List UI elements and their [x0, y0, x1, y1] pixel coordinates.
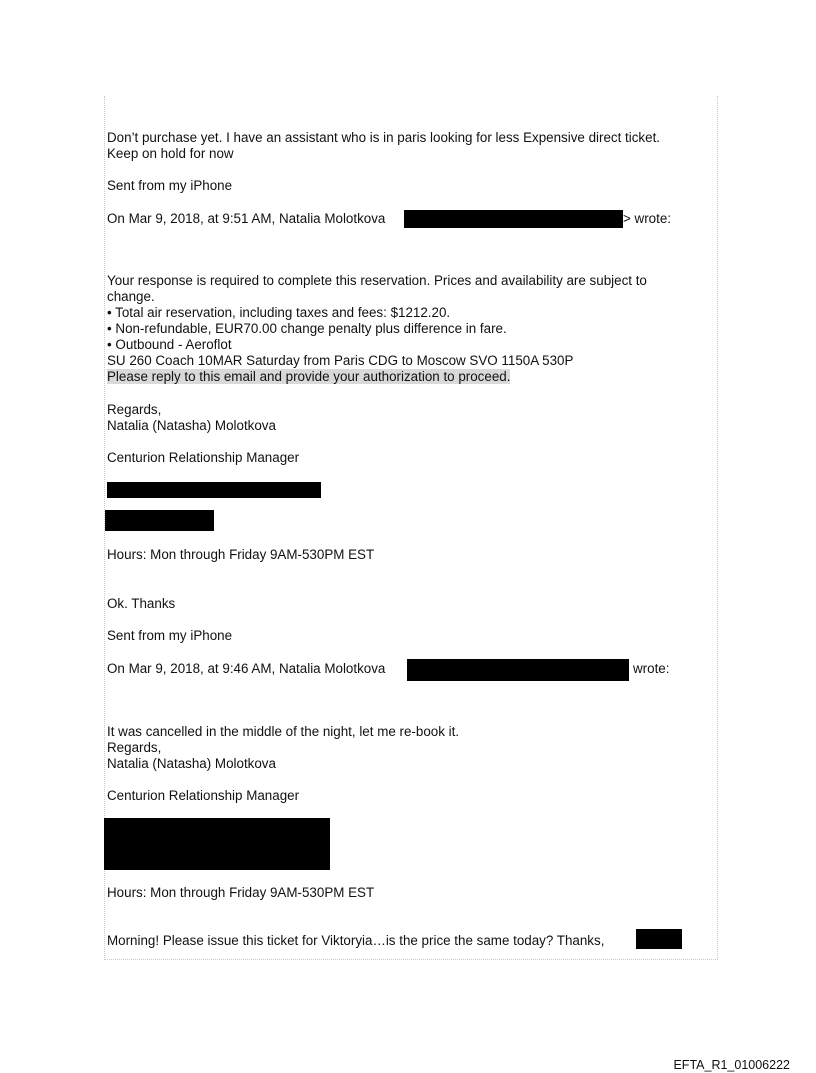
redaction-contact-2 [105, 510, 214, 531]
document-id: EFTA_R1_01006222 [673, 1058, 790, 1072]
reply-header-1: On Mar 9, 2018, at 9:51 AM, Natalia Molotkova [107, 211, 386, 226]
bullet-outbound: • Outbound - Aeroflot [107, 337, 232, 352]
msg4-text: It was cancelled in the middle of the night, let me re-book it. [107, 724, 460, 739]
msg5-text: Morning! Please issue this ticket for Viktoryia…is the price the same today? Thanks, [107, 933, 605, 948]
reply-header-2-suffix: wrote: [633, 661, 670, 676]
msg1-line2: Keep on hold for now [107, 146, 234, 161]
msg3-signature: Sent from my iPhone [107, 628, 233, 643]
msg2-intro-line2: change. [107, 289, 155, 304]
reply-header-1-suffix: > wrote: [623, 211, 672, 226]
redaction-email-2 [407, 659, 629, 681]
msg4-sender-name: Natalia (Natasha) Molotkova [107, 756, 276, 771]
msg4-sender-title: Centurion Relationship Manager [107, 788, 300, 803]
msg2-regards: Regards, [107, 402, 162, 417]
redaction-contact-3 [104, 818, 330, 870]
redaction-contact-1 [107, 482, 321, 498]
msg2-sender-name: Natalia (Natasha) Molotkova [107, 418, 276, 433]
authorization-request [107, 369, 510, 385]
redaction-name [636, 929, 682, 949]
authorization-highlight: Please reply to this email and provide your authorization to proceed. [107, 369, 511, 384]
msg2-intro-line1: Your response is required to complete this reservation. Prices and availability are subject to [107, 273, 647, 288]
reply-header-2: On Mar 9, 2018, at 9:46 AM, Natalia Molotkova [107, 661, 386, 676]
bullet-total-fare: • Total air reservation, including taxes and fees: $1212.20. [107, 305, 451, 320]
msg1-line1: Don’t purchase yet. I have an assistant who is in paris looking for less Expensive direct ticket. [107, 130, 661, 145]
msg3-text: Ok. Thanks [107, 596, 176, 611]
msg2-hours: Hours: Mon through Friday 9AM-530PM EST [107, 547, 375, 562]
msg1-signature: Sent from my iPhone [107, 178, 233, 193]
flight-details: SU 260 Coach 10MAR Saturday from Paris CDG to Moscow SVO 1150A 530P [107, 353, 574, 368]
redaction-email-1 [404, 210, 623, 228]
bullet-change-penalty: • Non-refundable, EUR70.00 change penalty plus difference in fare. [107, 321, 507, 336]
msg2-sender-title: Centurion Relationship Manager [107, 450, 300, 465]
msg4-regards: Regards, [107, 740, 162, 755]
msg4-hours: Hours: Mon through Friday 9AM-530PM EST [107, 885, 375, 900]
